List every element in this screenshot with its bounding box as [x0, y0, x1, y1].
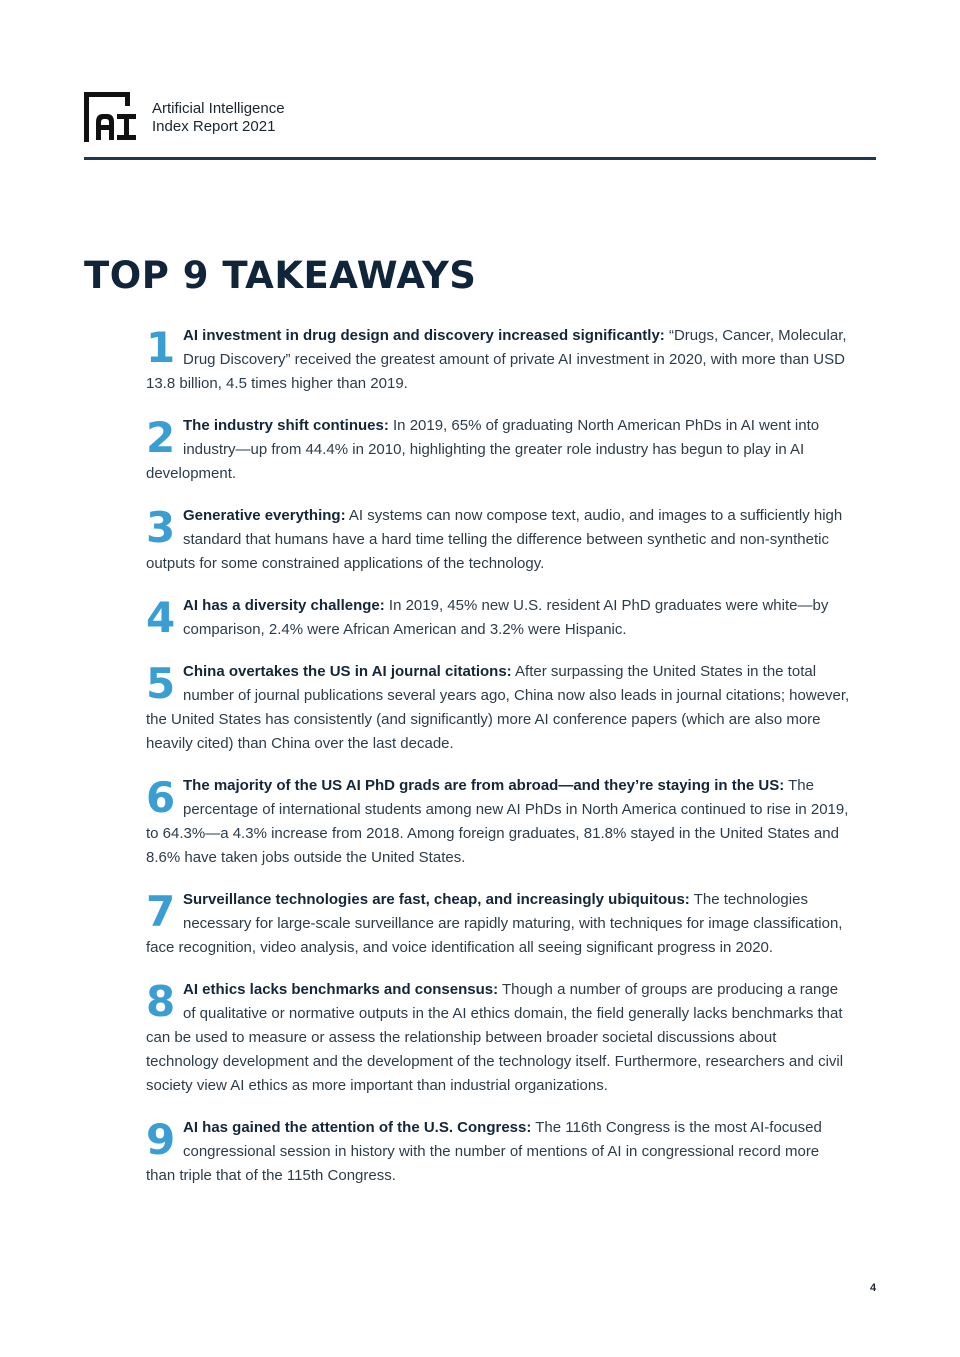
header-divider	[84, 157, 876, 160]
takeaway-number: 6	[146, 773, 176, 822]
report-header	[84, 92, 285, 144]
takeaway-lead: Surveillance technologies are fast, cheap, and increasingly ubiquitous:	[183, 891, 690, 908]
takeaway-text: The percentage of international students among new AI PhDs in North America continued to rise in 2019, to 64.3%—a 4.3% increase from 2018. Among foreign graduates, 81.8% stayed in the United States and 8.6% have taken jobs outside the United States.	[146, 777, 849, 866]
takeaway-lead: The majority of the US AI PhD grads are from abroad—and they’re staying in the US:	[183, 777, 785, 794]
takeaway-number: 7	[146, 887, 176, 936]
page-number: 4	[870, 1282, 877, 1294]
ai-index-logo-icon	[84, 92, 138, 144]
takeaway-item-8	[146, 978, 850, 1098]
takeaway-number: 9	[146, 1115, 176, 1164]
takeaway-number: 3	[146, 503, 176, 552]
takeaway-text: The technologies necessary for large-scale surveillance are rapidly maturing, with techniques for image classification, face recognition, video analysis, and voice identification all seeing significant progress in 2020.	[146, 891, 843, 956]
takeaway-text: In 2019, 65% of graduating North American PhDs in AI went into industry—up from 44.4% in 2010, highlighting the greater role industry has begun to play in AI development.	[146, 417, 820, 482]
takeaway-lead: AI has gained the attention of the U.S. Congress:	[183, 1119, 532, 1136]
takeaway-lead: China overtakes the US in AI journal citations:	[183, 663, 512, 680]
takeaway-item-9	[146, 1116, 850, 1188]
takeaway-item-7	[146, 888, 850, 960]
takeaway-number: 8	[146, 977, 176, 1026]
takeaway-lead: AI has a diversity challenge:	[183, 597, 385, 614]
takeaway-text: Though a number of groups are producing a range of qualitative or normative outputs in the AI ethics domain, the field generally lacks benchmarks that can be used to measure or assess the relationship between broader societal discussions about technology development and the development of the technology itself. Furthermore, researchers and civil society view AI ethics as more important than industrial organizations.	[146, 981, 844, 1094]
takeaway-text: The 116th Congress is the most AI-focused congressional session in history with the number of mentions of AI in congressional record more than triple that of the 115th Congress.	[146, 1119, 822, 1184]
takeaway-item-6	[146, 774, 850, 870]
takeaways-list	[146, 324, 850, 1206]
takeaway-number: 2	[146, 413, 176, 462]
takeaway-number: 5	[146, 659, 176, 708]
takeaway-lead: AI ethics lacks benchmarks and consensus:	[183, 981, 499, 998]
takeaway-lead: The industry shift continues:	[183, 417, 389, 434]
report-name-line2: Index Report 2021	[152, 118, 276, 135]
takeaway-text: “Drugs, Cancer, Molecular, Drug Discovery” received the greatest amount of private AI investment in 2020, with more than USD 13.8 billion, 4.5 times higher than 2019.	[146, 327, 847, 392]
takeaway-number: 1	[146, 323, 176, 372]
report-name	[152, 100, 285, 136]
takeaway-text: AI systems can now compose text, audio, and images to a sufficiently high standard that humans have a hard time telling the difference between synthetic and non-synthetic outputs for some constrained applications of the technology.	[146, 507, 843, 572]
takeaway-lead: Generative everything:	[183, 507, 346, 524]
takeaway-item-3	[146, 504, 850, 576]
takeaway-number: 4	[146, 593, 176, 642]
takeaway-item-2	[146, 414, 850, 486]
takeaway-item-5	[146, 660, 850, 756]
takeaway-text: After surpassing the United States in the total number of journal publications several years ago, China now also leads in journal citations; however, the United States has consistently (and significantly) more AI conference papers (which are also more heavily cited) than China over the last decade.	[146, 663, 850, 752]
takeaway-item-1	[146, 324, 850, 396]
takeaway-text: In 2019, 45% new U.S. resident AI PhD graduates were white—by comparison, 2.4% were African American and 3.2% were Hispanic.	[183, 597, 829, 638]
report-name-line1: Artificial Intelligence	[152, 100, 285, 117]
takeaway-item-4	[146, 594, 850, 642]
page-title: TOP 9 TAKEAWAYS	[84, 254, 477, 297]
takeaway-lead: AI investment in drug design and discovery increased significantly:	[183, 327, 665, 344]
